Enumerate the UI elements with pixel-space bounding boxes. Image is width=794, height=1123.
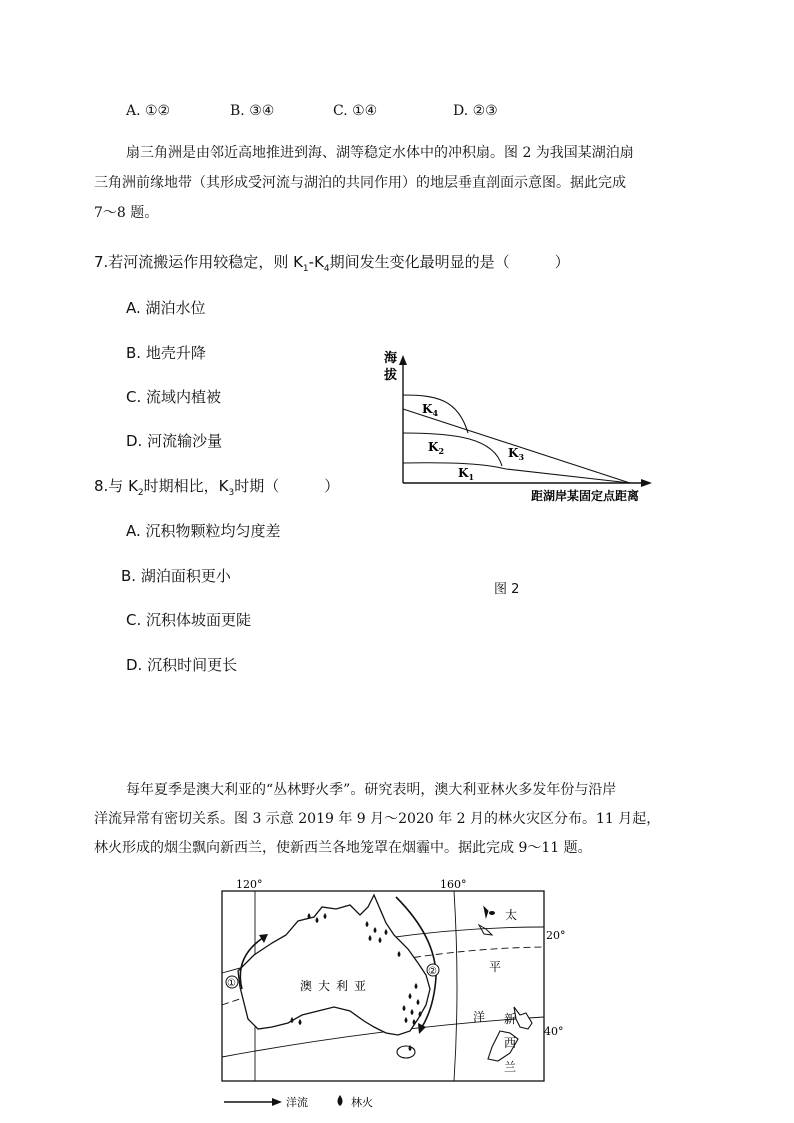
q7-option-c: C. 流域内植被 [126,388,222,406]
legend-fire-icon [338,1095,343,1106]
figure2-layer-k3: $K_3$ [508,446,525,462]
prev-option-d: D. ②③ [453,103,498,119]
figure2-diagram [376,345,676,510]
q8-option-c: C. 沉积体坡面更陡 [126,611,252,629]
q7-option-b: B. 地壳升降 [126,344,206,362]
figure2-layer-k4: $K_4$ [422,402,439,418]
figure2-y-label-1: 海 [384,351,398,366]
map-country-char-2: 大 [318,979,331,993]
figure2-layer-k2: $K_2$ [428,440,445,456]
map-longitude-120: 120° [236,878,263,891]
map-latitude-40-label: 40° [544,1025,564,1038]
figure2-k2-boundary [403,433,502,466]
map-country-char-3: 利 [336,979,349,993]
q8-option-b: B. 湖泊面积更小 [121,567,231,585]
figure2-x-label: 距湖岸某固定点距离 [531,489,640,503]
map-tasmania [397,1046,415,1058]
map-nz-char-2: 西 [504,1036,517,1050]
map-nz-char-3: 兰 [504,1060,517,1074]
prev-option-c: C. ①④ [333,103,378,119]
map-ocean-char-3: 洋 [473,1010,486,1024]
q8-option-d: D. 沉积时间更长 [126,656,238,674]
map-nz-char-1: 新 [504,1012,517,1026]
map-longitude-160: 160° [440,878,467,891]
q8-stem: 8.与 $K_2$时期相比，$K_3$时期（ ） [94,477,340,498]
figure2-caption: 图 2 [494,582,520,597]
map-ocean-char-2: 平 [489,960,502,974]
passage2-line3: 林火形成的烟尘飘向新西兰，使新西兰各地笼罩在烟霾中。据此完成 9～11 题。 [94,840,592,856]
figure2-k1-boundary [403,463,630,483]
legend-fire-label: 林火 [351,1096,373,1109]
map-ocean-char-1: 太 [505,908,518,922]
figure3-map [214,877,584,1123]
figure2-layer-k1: $K_1$ [458,466,475,482]
passage1-line3: 7～8 题。 [94,205,159,221]
prev-option-b: B. ③④ [230,103,275,119]
q7-option-a: A. 湖泊水位 [126,299,206,317]
figure2-y-label-2: 拔 [384,368,398,383]
prev-option-a: A. ①② [126,103,171,119]
passage2-line2: 洋流异常有密切关系。图 3 示意 2019 年 9 月～2020 年 2 月的林火灾区分布。11 月起， [94,811,661,827]
passage2-line1: 每年夏季是澳大利亚的“丛林野火季”。研究表明，澳大利亚林火多发年份与沿岸 [126,782,617,798]
q7-stem: 7.若河流搬运作用较稳定，则 $K_1-K_4$期间发生变化最明显的是（ ） [94,253,570,274]
passage1-line1: 扇三角洲是由邻近高地推进到海、湖等稳定水体中的冲积扇。图 2 为我国某湖泊扇 [126,145,634,161]
q8-option-a: A. 沉积物颗粒均匀度差 [126,522,281,540]
legend-current-arrowhead [272,1098,282,1106]
map-current-2-label: ② [428,966,437,977]
figure2-y-arrow [399,355,407,365]
legend-current-label: 洋流 [286,1096,308,1109]
map-country-char-4: 亚 [354,979,367,993]
map-current-1-label: ① [227,978,236,989]
map-latitude-20-label: 20° [546,929,566,942]
map-country-char-1: 澳 [300,979,313,993]
passage1-line2: 三角洲前缘地带（其形成受河流与湖泊的共同作用）的地层垂直剖面示意图。据此完成 [94,175,626,191]
figure2-x-arrow [641,479,652,487]
map-island-2 [489,911,495,915]
q7-option-d: D. 河流输沙量 [126,432,223,450]
